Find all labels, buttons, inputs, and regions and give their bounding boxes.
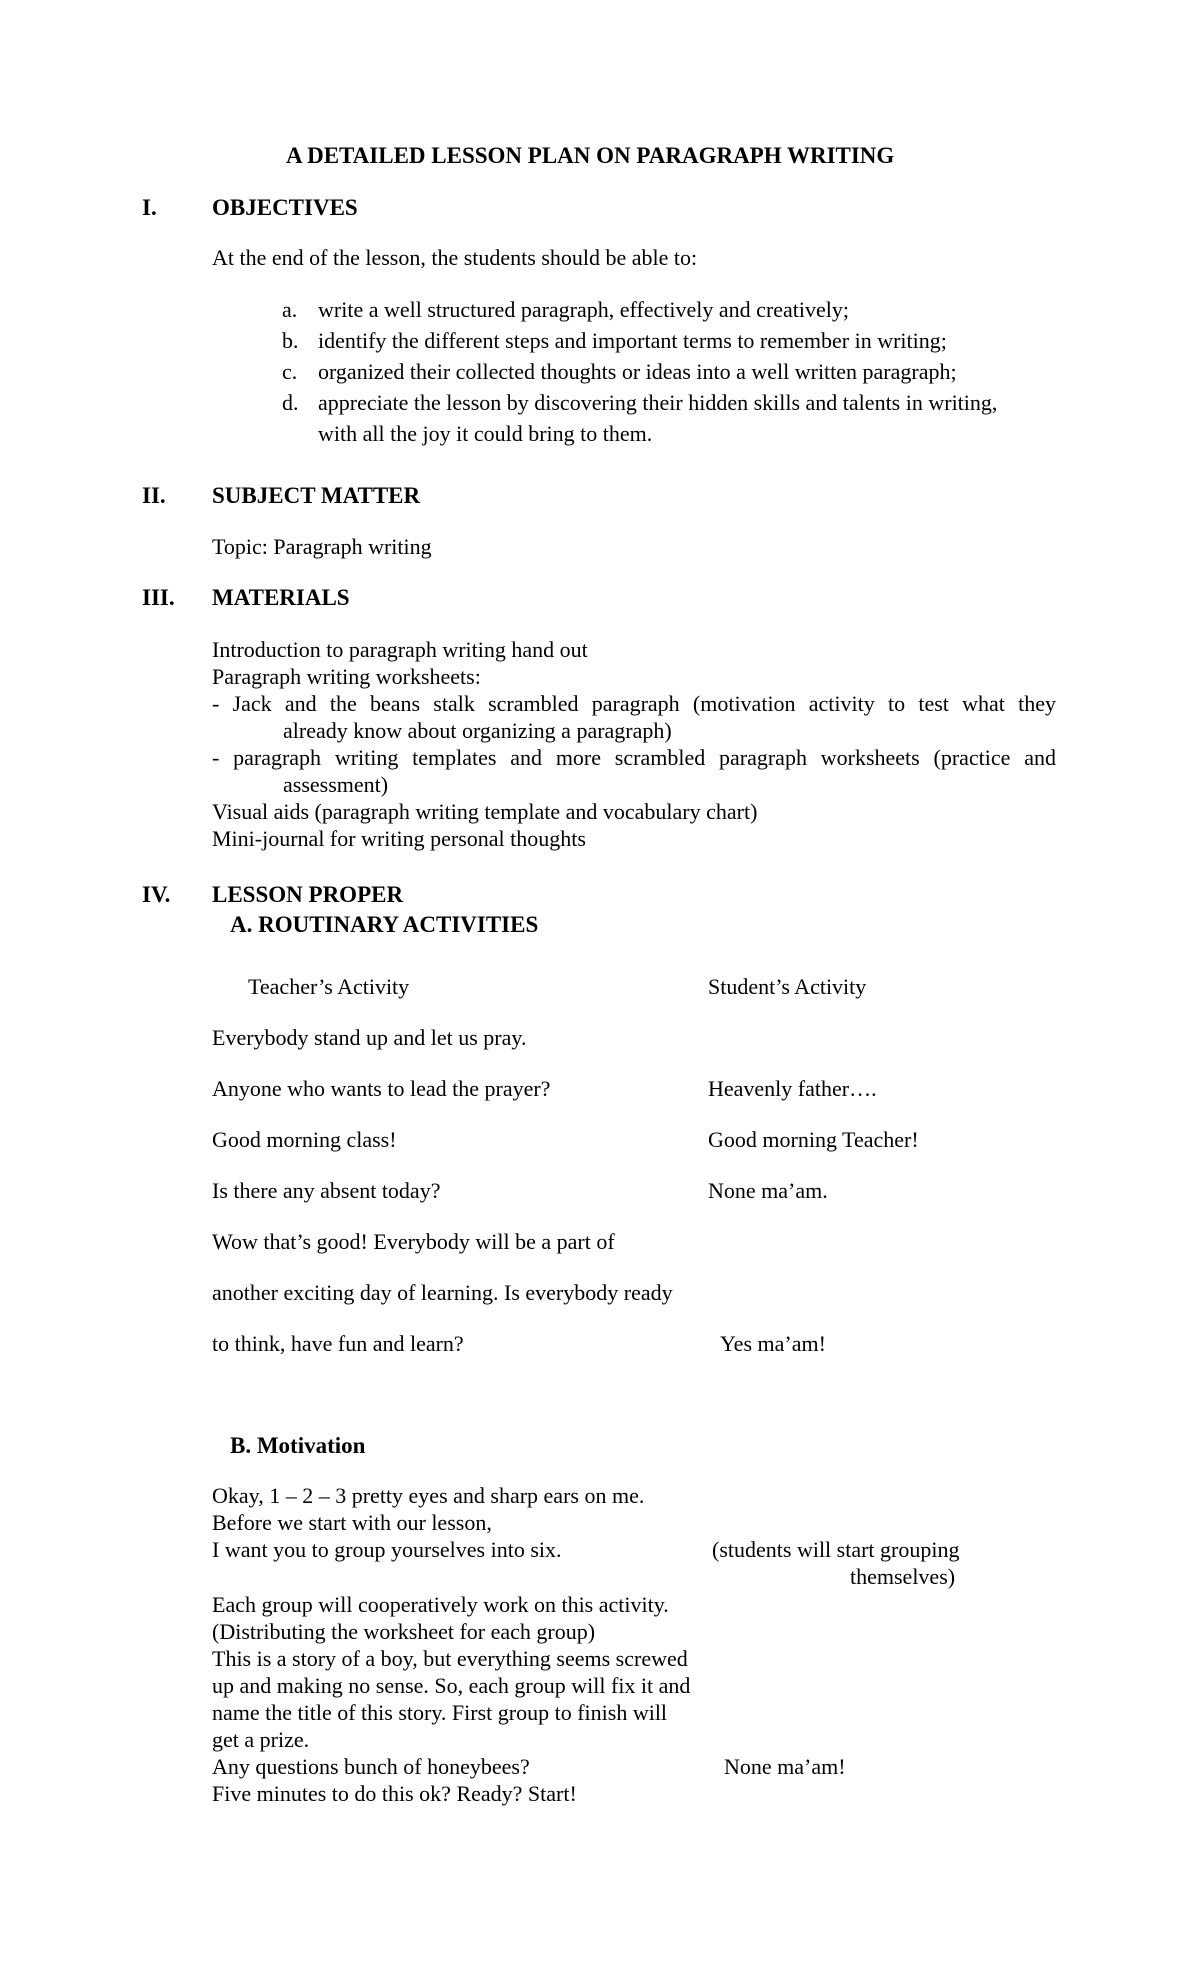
objective-letter-b: b.	[282, 328, 299, 353]
teacher-line: get a prize.	[212, 1727, 310, 1752]
subsection-heading-routinary: A. ROUTINARY ACTIVITIES	[230, 912, 539, 937]
teacher-line: Anyone who wants to lead the prayer?	[212, 1076, 551, 1101]
subsection-heading-motivation: B. Motivation	[230, 1433, 366, 1458]
student-line: (students will start grouping	[712, 1537, 960, 1562]
section-numeral-lesson-proper: IV.	[142, 882, 171, 907]
section-heading-materials: MATERIALS	[212, 585, 350, 610]
teacher-line: Is there any absent today?	[212, 1178, 441, 1203]
materials-line: Introduction to paragraph writing hand out	[212, 637, 588, 662]
page-title: A DETAILED LESSON PLAN ON PARAGRAPH WRITING	[286, 143, 895, 168]
materials-line: assessment)	[283, 772, 389, 797]
student-line: Heavenly father….	[708, 1076, 877, 1101]
student-line: Good morning Teacher!	[708, 1127, 919, 1152]
section-heading-subject-matter: SUBJECT MATTER	[212, 483, 421, 508]
objective-text-d-cont: with all the joy it could bring to them.	[318, 421, 653, 446]
teacher-line: Okay, 1 – 2 – 3 pretty eyes and sharp ears on me.	[212, 1483, 645, 1508]
objective-text-d: appreciate the lesson by discovering their hidden skills and talents in writing,	[318, 390, 998, 415]
column-header-teacher: Teacher’s Activity	[248, 974, 410, 999]
objective-text-c: organized their collected thoughts or ideas into a well written paragraph;	[318, 359, 957, 384]
materials-line: already know about organizing a paragraph)	[283, 718, 672, 743]
materials-line: - Jack and the beans stalk scrambled paragraph (motivation activity to test what they	[212, 691, 1056, 716]
teacher-line: (Distributing the worksheet for each group)	[212, 1619, 596, 1644]
teacher-line: Good morning class!	[212, 1127, 397, 1152]
student-line: None ma’am!	[724, 1754, 846, 1779]
teacher-line: another exciting day of learning. Is everybody ready	[212, 1280, 673, 1305]
objective-text-a: write a well structured paragraph, effectively and creatively;	[318, 297, 850, 322]
section-numeral-materials: III.	[142, 585, 175, 610]
column-header-student: Student’s Activity	[708, 974, 867, 999]
section-numeral-objectives: I.	[142, 195, 157, 220]
objectives-intro: At the end of the lesson, the students should be able to:	[212, 245, 698, 270]
subject-topic: Topic: Paragraph writing	[212, 534, 432, 559]
materials-line: Paragraph writing worksheets:	[212, 664, 481, 689]
teacher-line: name the title of this story. First group to finish will	[212, 1700, 668, 1725]
teacher-line: Any questions bunch of honeybees?	[212, 1754, 530, 1779]
teacher-line: I want you to group yourselves into six.	[212, 1537, 562, 1562]
objective-text-b: identify the different steps and important terms to remember in writing;	[318, 328, 947, 353]
teacher-line: Wow that’s good! Everybody will be a part of	[212, 1229, 615, 1254]
teacher-line: to think, have fun and learn?	[212, 1331, 464, 1356]
teacher-line: This is a story of a boy, but everything seems screwed	[212, 1646, 688, 1671]
materials-line: Visual aids (paragraph writing template and vocabulary chart)	[212, 799, 758, 824]
section-numeral-subject-matter: II.	[142, 483, 166, 508]
teacher-line: Before we start with our lesson,	[212, 1510, 492, 1535]
teacher-line: Five minutes to do this ok? Ready? Start!	[212, 1781, 577, 1806]
materials-line: - paragraph writing templates and more scrambled paragraph worksheets (practice and	[212, 745, 1056, 770]
student-line: themselves)	[850, 1564, 956, 1589]
objective-letter-c: c.	[282, 359, 298, 384]
student-line: None ma’am.	[708, 1178, 828, 1203]
section-heading-lesson-proper: LESSON PROPER	[212, 882, 404, 907]
teacher-line: Each group will cooperatively work on this activity.	[212, 1592, 669, 1617]
student-line: Yes ma’am!	[720, 1331, 826, 1356]
teacher-line: Everybody stand up and let us pray.	[212, 1025, 527, 1050]
section-heading-objectives: OBJECTIVES	[212, 195, 358, 220]
objective-letter-d: d.	[282, 390, 299, 415]
materials-line: Mini-journal for writing personal thoughts	[212, 826, 586, 851]
teacher-line: up and making no sense. So, each group will fix it and	[212, 1673, 691, 1698]
objective-letter-a: a.	[282, 297, 298, 322]
